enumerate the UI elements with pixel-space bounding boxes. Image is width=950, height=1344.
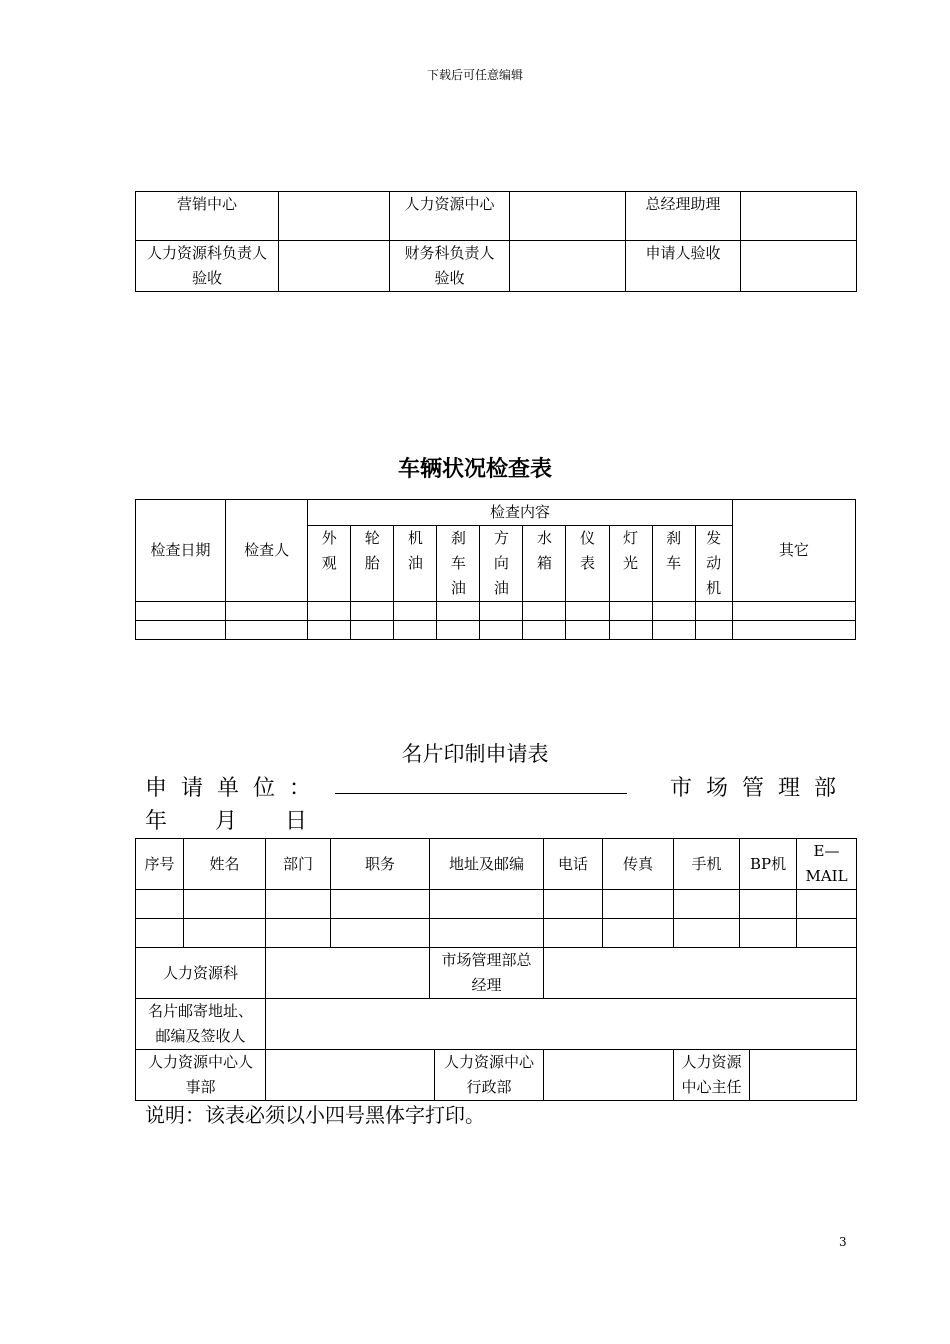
data-cell[interactable] [797,890,857,919]
label-cell: 总经理助理 [626,192,741,241]
label-cell: 财务科负责人验收 [390,241,510,292]
item-header: 机油 [394,526,437,602]
item-header: 发动机 [695,526,732,602]
approval-table [135,191,857,292]
data-cell[interactable] [331,919,430,948]
data-cell[interactable] [566,621,609,640]
table-row [136,500,856,526]
data-cell[interactable] [566,602,609,621]
signature-cell[interactable] [741,192,857,241]
column-header: 地址及邮编 [430,839,544,890]
table-row [136,919,857,948]
signature-cell[interactable] [510,192,626,241]
hr-director-sign[interactable] [750,1050,857,1101]
data-cell[interactable] [226,602,308,621]
table-row [136,839,857,890]
data-cell[interactable] [609,602,652,621]
data-cell[interactable] [430,890,544,919]
data-cell[interactable] [544,890,603,919]
date-header: 检查日期 [136,500,226,602]
data-cell[interactable] [136,602,226,621]
item-header: 刹车 [652,526,695,602]
signature-cell[interactable] [279,192,390,241]
item-header: 外观 [308,526,351,602]
table-row [136,192,857,241]
column-header: 部门 [266,839,331,890]
mail-address-field[interactable] [266,999,857,1050]
mail-address-label: 名片邮寄地址、邮编及签收人 [136,999,266,1050]
item-header: 刹车油 [437,526,480,602]
table-row [136,602,856,621]
signature-cell[interactable] [279,241,390,292]
data-cell[interactable] [437,602,480,621]
label-cell: 申请人验收 [626,241,741,292]
data-cell[interactable] [394,621,437,640]
data-cell[interactable] [797,919,857,948]
data-cell[interactable] [266,890,331,919]
column-header: 传真 [603,839,674,890]
column-header: 姓名 [184,839,266,890]
data-cell[interactable] [652,602,695,621]
content-header: 检查内容 [308,500,733,526]
data-cell[interactable] [184,890,266,919]
label-cell: 人力资源科负责人验收 [136,241,279,292]
data-cell[interactable] [184,919,266,948]
signature-cell[interactable] [510,241,626,292]
label-cell: 营销中心 [136,192,279,241]
vehicle-inspection-table [135,499,856,640]
data-cell[interactable] [740,919,797,948]
hr-personnel-label: 人力资源中心人事部 [136,1050,266,1101]
inspector-header: 检查人 [226,500,308,602]
column-header: 序号 [136,839,184,890]
hr-director-label: 人力资源中心主任 [674,1050,750,1101]
item-header: 水箱 [523,526,566,602]
apply-unit-label: 申请单位： [145,776,326,801]
label-cell: 人力资源中心 [390,192,510,241]
data-cell[interactable] [523,602,566,621]
data-cell[interactable] [136,621,226,640]
data-cell[interactable] [331,890,430,919]
vehicle-form-title: 车辆状况检查表 [397,457,552,482]
header-note: 下载后可任意编辑 [426,68,523,82]
data-cell[interactable] [437,621,480,640]
date-year-label: 年 [145,809,168,834]
data-cell[interactable] [266,919,331,948]
card-form-title: 名片印制申请表 [401,742,549,766]
data-cell[interactable] [609,621,652,640]
table-row [136,948,857,999]
data-cell[interactable] [544,919,603,948]
data-cell[interactable] [308,621,351,640]
data-cell[interactable] [351,621,394,640]
data-cell[interactable] [394,602,437,621]
data-cell[interactable] [351,602,394,621]
item-header: 灯光 [609,526,652,602]
card-request-table [135,838,857,1101]
apply-unit-input-line[interactable] [335,793,627,794]
data-cell[interactable] [136,919,184,948]
data-cell[interactable] [674,919,740,948]
data-cell[interactable] [480,602,523,621]
item-header: 方向油 [480,526,523,602]
data-cell[interactable] [480,621,523,640]
data-cell[interactable] [732,602,855,621]
table-row [136,890,857,919]
table-row [136,1050,857,1101]
column-header: BP机 [740,839,797,890]
hr-section-sign[interactable] [266,948,430,999]
hr-section-label: 人力资源科 [136,948,266,999]
dept-name: 市场管理部 [670,776,851,801]
column-header: 手机 [674,839,740,890]
data-cell[interactable] [603,890,674,919]
data-cell[interactable] [430,919,544,948]
data-cell[interactable] [226,621,308,640]
table-row [136,621,856,640]
item-header: 仪表 [566,526,609,602]
signature-cell[interactable] [741,241,857,292]
data-cell[interactable] [674,890,740,919]
data-cell[interactable] [652,621,695,640]
page-number: 3 [839,1235,847,1249]
table-row [136,241,857,292]
column-header: E—MAIL [797,839,857,890]
market-gm-sign[interactable] [544,948,857,999]
data-cell[interactable] [308,602,351,621]
data-cell[interactable] [523,621,566,640]
column-header: 电话 [544,839,603,890]
other-header: 其它 [732,500,855,602]
column-header: 职务 [331,839,430,890]
date-day-label: 日 [285,809,308,834]
hr-admin-label: 人力资源中心行政部 [435,1050,544,1101]
data-cell[interactable] [695,621,732,640]
data-cell[interactable] [695,602,732,621]
hr-personnel-sign[interactable] [266,1050,435,1101]
date-month-label: 月 [215,809,238,834]
market-gm-label: 市场管理部总经理 [430,948,544,999]
data-cell[interactable] [136,890,184,919]
item-header: 轮胎 [351,526,394,602]
form-note: 说明：该表必须以小四号黑体字打印。 [145,1103,485,1127]
data-cell[interactable] [740,890,797,919]
table-row [136,999,857,1050]
hr-admin-sign[interactable] [544,1050,674,1101]
data-cell[interactable] [603,919,674,948]
data-cell[interactable] [732,621,855,640]
